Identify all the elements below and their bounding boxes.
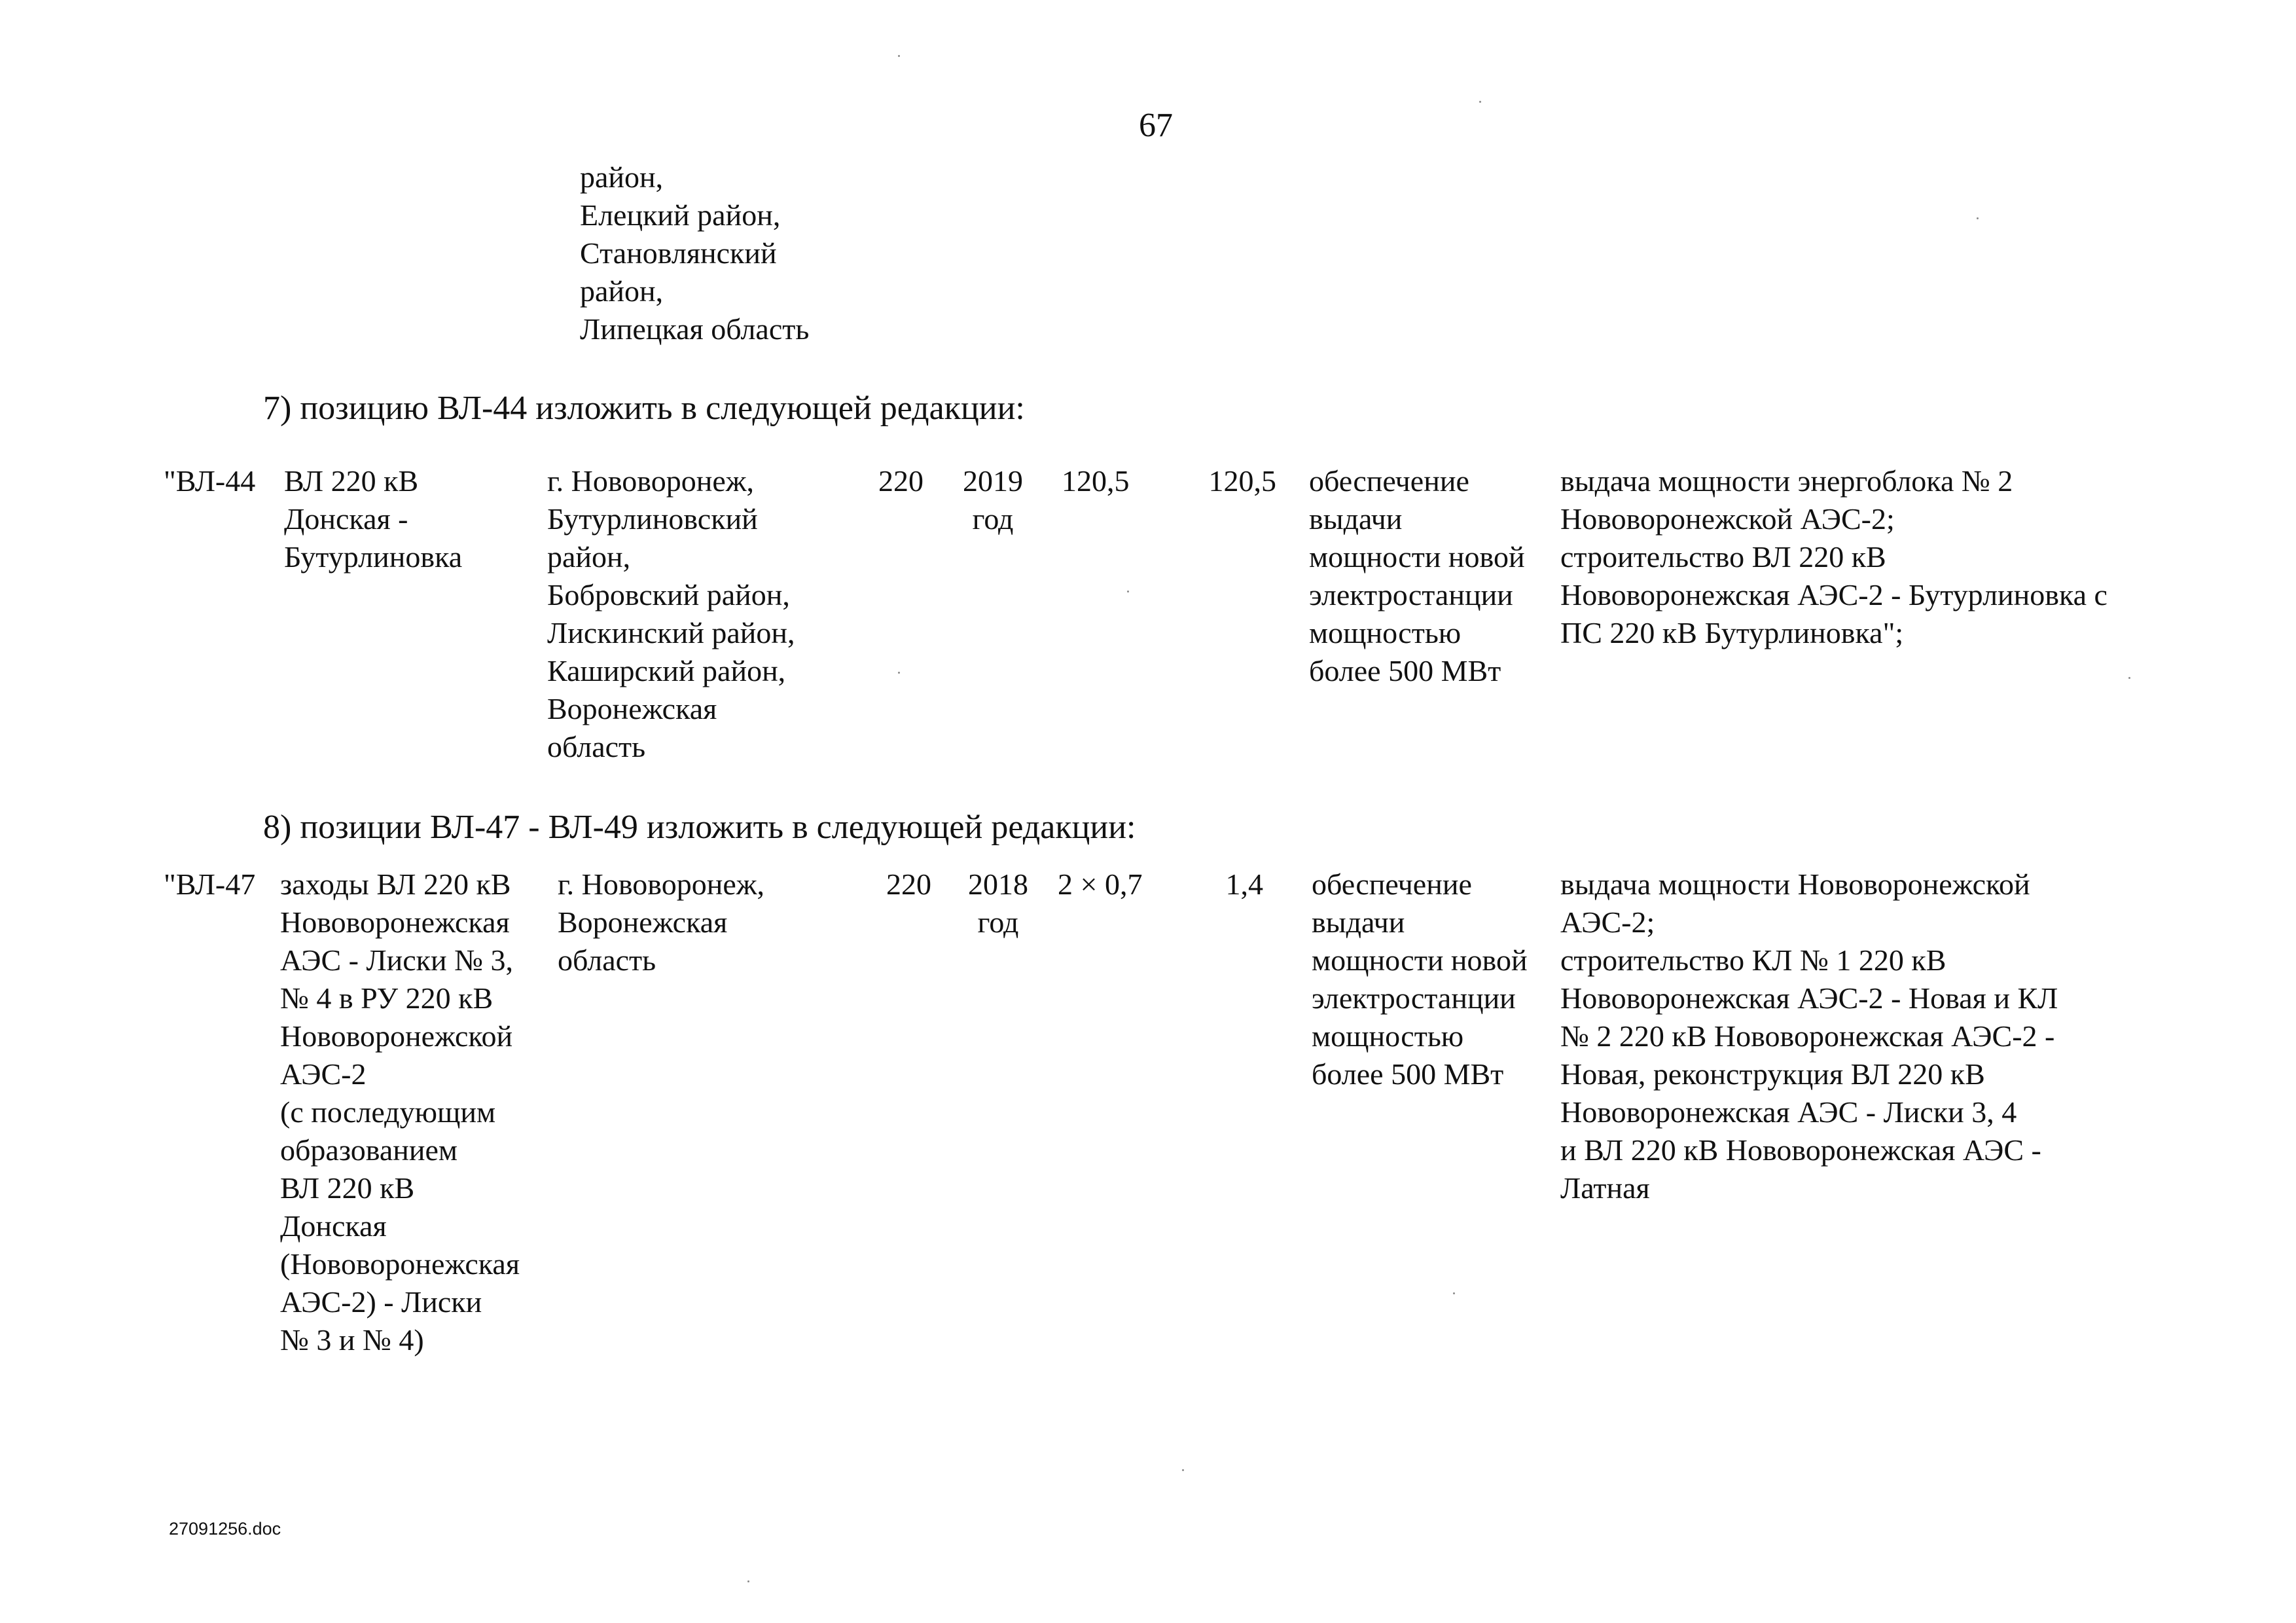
cell-line: район, (547, 540, 631, 574)
cell-line: мощности новой (1309, 540, 1525, 574)
scan-speck (1127, 591, 1129, 593)
scan-speck (2128, 677, 2130, 679)
scan-speck (1182, 1469, 1184, 1471)
cell-line: мощностью (1312, 1019, 1464, 1053)
row-notes-cell (1560, 866, 2058, 1207)
scan-speck (1453, 1292, 1455, 1294)
cell-line: заходы ВЛ 220 кВ (280, 867, 511, 901)
cell-line: № 4 в РУ 220 кВ (280, 981, 493, 1015)
scan-speck (1977, 217, 1979, 219)
scan-speck (747, 1580, 749, 1582)
cell-line: год (977, 905, 1019, 939)
cell-line: г. Нововоронеж, (558, 867, 765, 901)
cell-line: и ВЛ 220 кВ Нововоронежская АЭС - (1560, 1133, 2041, 1167)
cell-line: № 3 и № 4) (280, 1323, 424, 1357)
cell-line: выдача мощности Нововоронежской (1560, 867, 2030, 901)
cell-line: обеспечение (1309, 464, 1469, 498)
row-year-cell (950, 462, 1035, 538)
cell-line: Нововоронежская АЭС-2 - Бутурлиновка с (1560, 578, 2108, 611)
cell-line: образованием (280, 1133, 458, 1167)
cell-line: Донская - (284, 502, 408, 536)
cell-line: Латная (1560, 1171, 1650, 1205)
cell-line: Нововоронежская (280, 905, 510, 939)
cell-line: Лискинский район, (547, 616, 795, 649)
cell-line: Бобровский район, (547, 578, 790, 611)
cell-line: мощности новой (1312, 943, 1528, 977)
page-number: 67 (1139, 107, 1173, 144)
cell-line: выдачи (1309, 502, 1403, 536)
scan-speck (1479, 101, 1481, 103)
item7-heading: 7) позицию ВЛ-44 изложить в следующей редакции: (263, 390, 1025, 427)
row-length-b: 1,4 (1225, 867, 1263, 901)
row-purpose-cell (1309, 462, 1525, 690)
cell-line: более 500 МВт (1312, 1057, 1504, 1091)
cell-line: строительство КЛ № 1 220 кВ (1560, 943, 1946, 977)
cell-line: район, (580, 274, 664, 308)
row-code: "ВЛ-47 (164, 867, 256, 901)
cell-line: выдача мощности энергоблока № 2 (1560, 464, 2013, 498)
cell-line: область (558, 943, 656, 977)
cell-line: (Нововоронежская (280, 1247, 520, 1281)
cell-line: АЭС-2) - Лиски (280, 1285, 482, 1319)
cell-line: Нововоронежской АЭС-2; (1560, 502, 1895, 536)
item8-heading: 8) позиции ВЛ-47 - ВЛ-49 изложить в следующей редакции: (263, 809, 1136, 846)
cell-line: (с последующим (280, 1095, 496, 1129)
cell-line: обеспечение (1312, 867, 1472, 901)
cell-line: ВЛ 220 кВ (280, 1171, 415, 1205)
row-name-cell (284, 462, 462, 576)
cell-line: ПС 220 кВ Бутурлиновка"; (1560, 616, 1904, 649)
row-length-a: 120,5 (1062, 464, 1130, 498)
row-location-cell (558, 866, 764, 979)
cell-line: 2019 (963, 464, 1023, 498)
cell-line: 2018 (968, 867, 1028, 901)
row-notes-cell (1560, 462, 2108, 652)
cell-line: Елецкий район, (580, 198, 781, 232)
row-voltage: 220 (878, 464, 924, 498)
cell-line: АЭС-2 (280, 1057, 367, 1091)
row-length-b: 120,5 (1208, 464, 1276, 498)
row-length-a: 2 × 0,7 (1058, 867, 1143, 901)
cell-line: Нововоронежская АЭС - Лиски 3, 4 (1560, 1095, 2017, 1129)
cell-line: № 2 220 кВ Нововоронежская АЭС-2 - (1560, 1019, 2055, 1053)
cell-line: год (972, 502, 1014, 536)
cell-line: Каширский район, (547, 654, 786, 687)
cell-line: АЭС - Лиски № 3, (280, 943, 514, 977)
row-year-cell (956, 866, 1041, 941)
row-code: "ВЛ-44 (164, 464, 256, 498)
row-purpose-cell (1312, 866, 1528, 1093)
cell-line: Донская (280, 1209, 387, 1243)
cell-line: АЭС-2; (1560, 905, 1655, 939)
cell-line: Становлянский (580, 236, 777, 270)
cell-line: электростанции (1312, 981, 1516, 1015)
row-location-cell (547, 462, 795, 766)
cell-line: Воронежская (547, 692, 717, 725)
cell-line: более 500 МВт (1309, 654, 1501, 687)
cell-line: Нововоронежская АЭС-2 - Новая и КЛ (1560, 981, 2058, 1015)
cell-line: Бутурлиновка (284, 540, 463, 574)
cell-line: Бутурлиновский (547, 502, 758, 536)
cell-line: Нововоронежской (280, 1019, 513, 1053)
row-name-cell (280, 866, 520, 1359)
cell-line: ВЛ 220 кВ (284, 464, 419, 498)
cell-line: Липецкая область (580, 312, 810, 346)
row-voltage: 220 (886, 867, 931, 901)
scan-speck (898, 55, 900, 57)
cell-line: электростанции (1309, 578, 1513, 611)
cell-line: выдачи (1312, 905, 1405, 939)
continuation-location-cell (580, 158, 809, 348)
cell-line: район, (580, 160, 664, 194)
footer-filename: 27091256.doc (169, 1519, 281, 1539)
cell-line: Новая, реконструкция ВЛ 220 кВ (1560, 1057, 1985, 1091)
cell-line: мощностью (1309, 616, 1462, 649)
cell-line: Воронежская (558, 905, 728, 939)
cell-line: г. Нововоронеж, (547, 464, 755, 498)
cell-line: область (547, 730, 646, 763)
scan-speck (898, 672, 900, 674)
cell-line: строительство ВЛ 220 кВ (1560, 540, 1886, 574)
